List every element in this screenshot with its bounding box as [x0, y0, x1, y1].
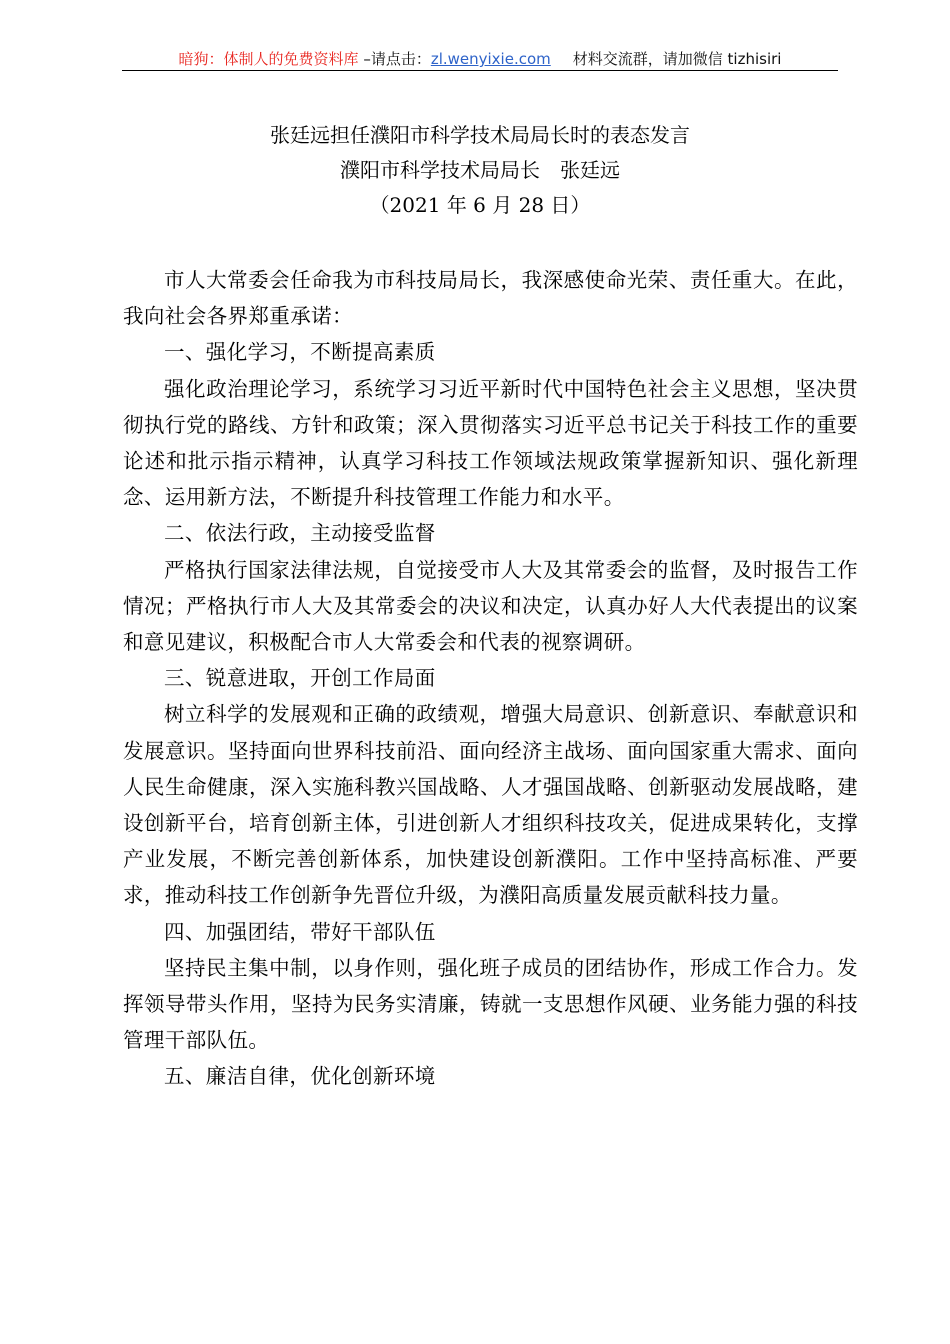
- section-paragraph-2: 严格执行国家法律法规，自觉接受市人大及其常委会的监督，及时报告工作情况；严格执行市人大及其常委会的决议和决定，认真办好人大代表提出的议案和意见建议，积极配合市人大常委会和代表的视察调研。: [123, 557, 858, 655]
- document-title-block: [120, 118, 840, 223]
- intro-paragraph: 市人大常委会任命我为市科技局局长，我深感使命光荣、责任重大。在此，我向社会各界郑重承诺：: [123, 268, 858, 329]
- document-body: [123, 262, 858, 1095]
- section-paragraph-1: 强化政治理论学习，系统学习习近平新时代中国特色社会主义思想，坚决贯彻执行党的路线、方针和政策；深入贯彻落实习近平总书记关于科技工作的重要论述和批示指示精神，认真学习科技工作领域法规政策掌握新知识、强化新理念、运用新方法，不断提升科技管理工作能力和水平。: [123, 376, 858, 510]
- header-prompt-text: –请点击：: [358, 50, 431, 68]
- section-heading-3: 三、锐意进取，开创工作局面: [164, 666, 436, 691]
- document-date: （2021 年 6 月 28 日）: [369, 193, 591, 217]
- header-divider: [122, 70, 838, 71]
- document-title: 张廷远担任濮阳市科学技术局局长时的表态发言: [270, 123, 690, 147]
- page-header: [122, 46, 838, 72]
- document-author-line: 濮阳市科学技术局局长 张廷远: [340, 158, 620, 182]
- section-paragraph-4: 坚持民主集中制，以身作则，强化班子成员的团结协作，形成工作合力。发挥领导带头作用，坚持为民务实清廉，铸就一支思想作风硬、业务能力强的科技管理干部队伍。: [123, 955, 858, 1053]
- header-group-text: 材料交流群，请加微信 tizhisiri: [572, 50, 782, 68]
- section-heading-5: 五、廉洁自律，优化创新环境: [164, 1064, 436, 1089]
- section-heading-4: 四、加强团结，带好干部队伍: [164, 919, 436, 944]
- header-brand-text: 暗狗：体制人的免费资料库: [178, 50, 359, 68]
- section-heading-2: 二、依法行政，主动接受监督: [164, 521, 436, 546]
- header-website-link[interactable]: zl.wenyixie.com: [430, 50, 551, 68]
- section-heading-1: 一、强化学习，不断提高素质: [164, 340, 436, 365]
- section-paragraph-3: 树立科学的发展观和正确的政绩观，增强大局意识、创新意识、奉献意识和发展意识。坚持面向世界科技前沿、面向经济主战场、面向国家重大需求、面向人民生命健康，深入实施科教兴国战略、人才强国战略、创新驱动发展战略，建设创新平台，培育创新主体，引进创新人才组织科技攻关，促进成果转化，支撑产业发展，不断完善创新体系，加快建设创新濮阳。工作中坚持高标准、严要求，推动科技工作创新争先晋位升级，为濮阳高质量发展贡献科技力量。: [123, 702, 858, 908]
